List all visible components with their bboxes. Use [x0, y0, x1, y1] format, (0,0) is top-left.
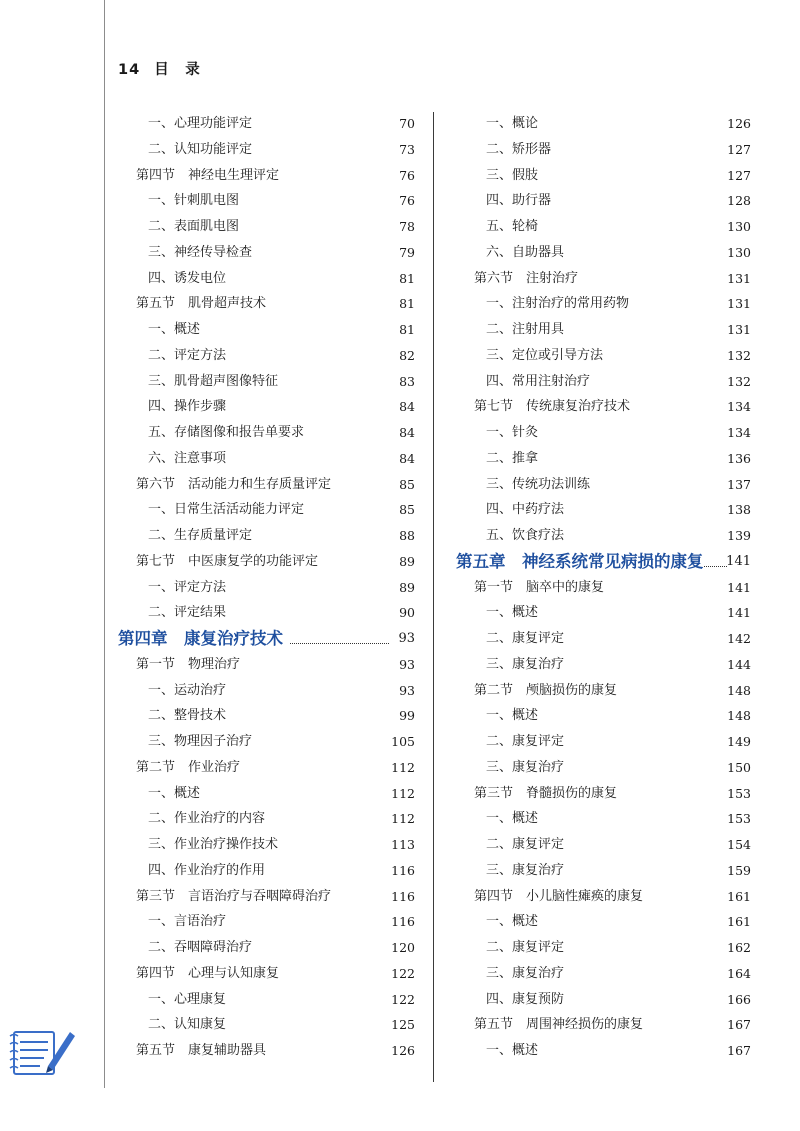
toc-section-entry	[110, 472, 415, 498]
toc-item-entry	[110, 575, 415, 601]
toc-item-entry	[448, 446, 751, 472]
toc-page-number: 159	[727, 862, 751, 878]
toc-item-entry	[448, 961, 751, 987]
toc-page-number: 167	[727, 1017, 751, 1033]
toc-item-label: 一、言语治疗	[148, 914, 227, 930]
toc-item-entry	[110, 729, 415, 755]
toc-item-entry	[448, 420, 751, 446]
toc-item-label: 二、生存质量评定	[148, 528, 253, 543]
toc-page-number: 131	[727, 296, 751, 312]
toc-section-label: 第五节 周围神经损伤的康复	[474, 1017, 644, 1033]
toc-item-label: 四、康复预防	[486, 991, 565, 1007]
toc-page-number: 134	[727, 399, 751, 415]
toc-item-entry	[110, 137, 415, 163]
toc-item-entry	[110, 600, 415, 626]
toc-page-number: 136	[727, 450, 751, 466]
toc-chapter-entry	[448, 549, 751, 575]
toc-item-label: 一、针灸	[486, 425, 539, 440]
toc-item-label: 三、传统功法训练	[486, 476, 591, 492]
toc-item-entry	[448, 626, 751, 652]
toc-section-entry	[448, 575, 751, 601]
toc-page-number: 93	[399, 656, 415, 672]
toc-item-entry	[448, 858, 751, 884]
toc-item-label: 四、作业治疗的作用	[148, 862, 266, 878]
toc-item-entry	[448, 497, 751, 523]
toc-item-label: 三、神经传导检查	[148, 244, 253, 260]
toc-section-entry	[448, 884, 751, 910]
toc-page-number: 128	[727, 193, 751, 209]
toc-item-label: 一、日常生活活动能力评定	[148, 502, 305, 518]
toc-section-entry	[448, 781, 751, 807]
toc-item-label: 二、认知功能评定	[148, 141, 253, 157]
page-header	[118, 58, 201, 79]
toc-item-entry	[448, 291, 751, 317]
toc-item-label: 三、定位或引导方法	[486, 347, 604, 363]
toc-item-label: 三、假肢	[486, 167, 539, 183]
toc-item-entry	[448, 137, 751, 163]
toc-item-entry	[448, 832, 751, 858]
toc-item-label: 一、概述	[486, 605, 539, 621]
toc-section-label: 第二节 颅脑损伤的康复	[474, 682, 618, 698]
toc-item-entry	[110, 497, 415, 523]
toc-item-label: 五、存储图像和报告单要求	[148, 425, 305, 440]
toc-item-entry	[110, 523, 415, 549]
toc-page-number: 167	[727, 1043, 751, 1058]
toc-page-number: 105	[391, 734, 415, 749]
toc-item-entry	[110, 909, 415, 935]
toc-item-label: 一、心理康复	[148, 991, 227, 1007]
toc-page-number: 132	[727, 373, 751, 389]
toc-page-number: 125	[391, 1017, 415, 1033]
toc-section-entry	[448, 266, 751, 292]
toc-page-number: 132	[727, 347, 751, 363]
toc-page-number: 127	[727, 167, 751, 183]
toc-page-number: 112	[391, 759, 415, 775]
toc-section-label: 第六节 活动能力和生存质量评定	[136, 476, 332, 492]
toc-section-entry	[110, 163, 415, 189]
toc-page-number: 84	[399, 399, 415, 415]
toc-item-entry	[448, 188, 751, 214]
toc-page-number: 131	[727, 270, 751, 286]
toc-page-number: 116	[391, 862, 415, 878]
toc-item-entry	[448, 909, 751, 935]
toc-section-label: 第一节 脑卒中的康复	[474, 579, 605, 595]
toc-right-column	[448, 111, 751, 1064]
toc-item-label: 三、康复治疗	[486, 656, 565, 672]
toc-item-label: 五、轮椅	[486, 219, 539, 234]
toc-item-label: 六、自助器具	[486, 244, 565, 260]
toc-page-number: 120	[391, 940, 415, 955]
toc-page-number: 164	[727, 965, 751, 981]
toc-item-label: 一、概述	[486, 811, 539, 827]
toc-item-entry	[110, 858, 415, 884]
toc-section-label: 第一节 物理治疗	[136, 656, 241, 672]
toc-item-label: 一、心理功能评定	[148, 116, 253, 131]
toc-section-label: 第五节 康复辅助器具	[136, 1043, 267, 1058]
toc-item-label: 二、评定结果	[148, 605, 227, 621]
toc-item-label: 一、评定方法	[148, 579, 227, 595]
toc-page-number: 166	[727, 991, 751, 1007]
toc-item-label: 一、运动治疗	[148, 682, 227, 698]
toc-page-number: 116	[391, 914, 415, 930]
toc-item-label: 三、作业治疗操作技术	[148, 837, 279, 852]
toc-item-entry	[448, 472, 751, 498]
toc-page-number: 162	[727, 940, 751, 955]
toc-page-number: 126	[391, 1043, 415, 1058]
toc-page-number: 139	[727, 528, 751, 543]
toc-item-label: 一、概述	[486, 914, 539, 930]
toc-page-number: 150	[727, 759, 751, 775]
toc-page-number: 122	[391, 991, 415, 1007]
toc-page-number: 153	[727, 785, 751, 801]
toc-item-entry	[448, 214, 751, 240]
toc-item-entry	[110, 266, 415, 292]
toc-item-entry	[110, 420, 415, 446]
toc-section-label: 第四节 心理与认知康复	[136, 965, 280, 981]
toc-page-number: 122	[391, 965, 415, 981]
toc-item-entry	[110, 188, 415, 214]
toc-item-label: 三、康复治疗	[486, 862, 565, 878]
toc-item-entry	[448, 317, 751, 343]
toc-page-number: 154	[727, 837, 751, 852]
toc-page-number: 81	[399, 270, 415, 286]
toc-page-number: 99	[399, 708, 415, 724]
page-margin-rule	[104, 0, 105, 1088]
toc-page-number: 144	[727, 656, 751, 672]
toc-item-entry	[448, 111, 751, 137]
toc-item-entry	[448, 1038, 751, 1064]
toc-item-entry	[110, 240, 415, 266]
toc-item-label: 六、注意事项	[148, 450, 227, 466]
toc-chapter-entry	[110, 626, 415, 652]
toc-item-entry	[110, 394, 415, 420]
toc-item-entry	[110, 446, 415, 472]
toc-page-number: 148	[727, 708, 751, 724]
toc-item-label: 一、针刺肌电图	[148, 193, 240, 209]
toc-page-number: 141	[727, 605, 751, 621]
toc-page-number: 149	[727, 734, 751, 749]
toc-item-entry	[110, 935, 415, 961]
toc-page-number: 130	[727, 244, 751, 260]
toc-page-number: 89	[399, 553, 415, 569]
toc-section-label: 第二节 作业治疗	[136, 759, 241, 775]
toc-item-label: 三、康复治疗	[486, 965, 565, 981]
toc-page-number: 79	[399, 244, 415, 260]
toc-page-number: 130	[727, 219, 751, 234]
toc-page-number: 84	[399, 425, 415, 440]
toc-page-number: 112	[391, 785, 415, 801]
toc-item-entry	[110, 987, 415, 1013]
toc-section-label: 第六节 注射治疗	[474, 270, 579, 286]
toc-page-number: 70	[399, 116, 415, 131]
toc-chapter-label: 第四章 康复治疗技术	[118, 629, 283, 648]
toc-page-number: 161	[727, 888, 751, 904]
toc-page-number: 81	[399, 296, 415, 312]
toc-item-label: 三、肌骨超声图像特征	[148, 373, 279, 389]
toc-page-number: 83	[399, 373, 415, 389]
toc-item-entry	[448, 935, 751, 961]
toc-item-entry	[448, 755, 751, 781]
toc-chapter-label: 第五章 神经系统常见病损的康复	[456, 551, 704, 571]
toc-dot-leader	[704, 566, 727, 567]
toc-item-label: 一、概述	[148, 322, 201, 337]
toc-item-entry	[110, 832, 415, 858]
toc-item-label: 四、中药疗法	[486, 502, 565, 518]
toc-item-entry	[110, 214, 415, 240]
toc-section-entry	[110, 884, 415, 910]
toc-page-number: 113	[391, 837, 415, 852]
toc-item-entry	[110, 317, 415, 343]
toc-page-number: 137	[727, 476, 751, 492]
toc-item-label: 二、推拿	[486, 450, 539, 466]
toc-item-label: 一、概论	[486, 116, 539, 131]
toc-section-label: 第四节 神经电生理评定	[136, 167, 280, 183]
toc-page-number: 134	[727, 425, 751, 440]
toc-item-label: 二、作业治疗的内容	[148, 811, 266, 827]
toc-section-entry	[110, 652, 415, 678]
toc-page-number: 73	[399, 141, 415, 157]
toc-page-number: 85	[399, 476, 415, 492]
toc-item-entry	[448, 343, 751, 369]
toc-item-entry	[110, 806, 415, 832]
toc-section-label: 第四节 小儿脑性瘫痪的康复	[474, 888, 644, 904]
toc-section-entry	[110, 755, 415, 781]
toc-item-label: 二、认知康复	[148, 1017, 227, 1033]
toc-item-label: 三、康复治疗	[486, 759, 565, 775]
toc-item-entry	[448, 240, 751, 266]
toc-section-label: 第七节 传统康复治疗技术	[474, 399, 631, 415]
toc-page-number: 138	[727, 502, 751, 518]
page-title: 目 录	[154, 62, 201, 78]
toc-dot-leader	[290, 643, 389, 644]
toc-item-label: 二、康复评定	[486, 734, 565, 749]
toc-left-column	[110, 111, 415, 1064]
toc-item-entry	[448, 729, 751, 755]
toc-item-entry	[448, 600, 751, 626]
page-number: 14	[118, 62, 141, 78]
toc-section-entry	[110, 961, 415, 987]
toc-page-number: 84	[399, 450, 415, 466]
toc-item-label: 一、概述	[148, 785, 201, 801]
toc-item-label: 三、物理因子治疗	[148, 734, 253, 749]
toc-item-entry	[448, 369, 751, 395]
toc-item-label: 一、概述	[486, 708, 539, 724]
toc-item-entry	[110, 369, 415, 395]
toc-item-label: 二、康复评定	[486, 940, 565, 955]
toc-section-label: 第三节 脊髓损伤的康复	[474, 785, 618, 801]
toc-page-number: 88	[399, 528, 415, 543]
toc-item-entry	[448, 652, 751, 678]
toc-page-number: 161	[727, 914, 751, 930]
toc-item-label: 五、饮食疗法	[486, 528, 565, 543]
toc-page-number: 127	[727, 141, 751, 157]
toc-page-number: 141	[727, 579, 751, 595]
toc-item-entry	[110, 1012, 415, 1038]
toc-item-label: 四、诱发电位	[148, 270, 227, 286]
toc-item-label: 一、概述	[486, 1043, 539, 1058]
toc-section-label: 第七节 中医康复学的功能评定	[136, 553, 319, 569]
toc-item-label: 四、助行器	[486, 193, 552, 209]
toc-page-number: 82	[399, 347, 415, 363]
toc-item-label: 二、康复评定	[486, 631, 565, 646]
toc-section-label: 第五节 肌骨超声技术	[136, 296, 267, 312]
toc-item-entry	[110, 781, 415, 807]
toc-item-entry	[110, 703, 415, 729]
toc-item-label: 四、常用注射治疗	[486, 373, 591, 389]
toc-page-number: 76	[399, 193, 415, 209]
toc-item-label: 二、表面肌电图	[148, 219, 240, 234]
toc-page-number: 90	[399, 605, 415, 621]
toc-page-number: 148	[727, 682, 751, 698]
toc-page-number: 85	[399, 502, 415, 518]
notebook-pencil-icon	[4, 1022, 76, 1080]
toc-page-number: 153	[727, 811, 751, 827]
toc-item-entry	[448, 163, 751, 189]
toc-item-label: 二、注射用具	[486, 322, 565, 337]
toc-item-label: 一、注射治疗的常用药物	[486, 296, 630, 312]
toc-item-label: 四、操作步骤	[148, 399, 227, 415]
toc-section-entry	[448, 678, 751, 704]
toc-page-number: 76	[399, 167, 415, 183]
toc-page-number: 78	[399, 219, 415, 234]
column-divider	[433, 112, 434, 1082]
toc-item-label: 二、矫形器	[486, 141, 552, 157]
toc-section-entry	[448, 1012, 751, 1038]
toc-page-number: 112	[391, 811, 415, 827]
toc-item-label: 二、吞咽障碍治疗	[148, 940, 253, 955]
toc-page-number: 131	[727, 322, 751, 337]
toc-page-number: 126	[727, 116, 751, 131]
toc-item-label: 二、康复评定	[486, 837, 565, 852]
toc-item-entry	[110, 678, 415, 704]
toc-item-entry	[448, 703, 751, 729]
toc-page-number: 116	[391, 888, 415, 904]
toc-page-number: 93	[398, 631, 415, 646]
toc-item-entry	[448, 806, 751, 832]
toc-item-entry	[448, 523, 751, 549]
toc-page-number: 89	[399, 579, 415, 595]
toc-item-label: 二、评定方法	[148, 347, 227, 363]
toc-item-entry	[448, 987, 751, 1013]
toc-page-number: 141	[726, 553, 751, 569]
toc-item-label: 二、整骨技术	[148, 708, 227, 724]
toc-page-number: 93	[399, 682, 415, 698]
toc-section-entry	[448, 394, 751, 420]
toc-page-number: 142	[727, 631, 751, 646]
toc-item-entry	[110, 111, 415, 137]
toc-section-label: 第三节 言语治疗与吞咽障碍治疗	[136, 888, 332, 904]
toc-section-entry	[110, 1038, 415, 1064]
toc-section-entry	[110, 549, 415, 575]
toc-page-number: 81	[399, 322, 415, 337]
toc-section-entry	[110, 291, 415, 317]
toc-item-entry	[110, 343, 415, 369]
